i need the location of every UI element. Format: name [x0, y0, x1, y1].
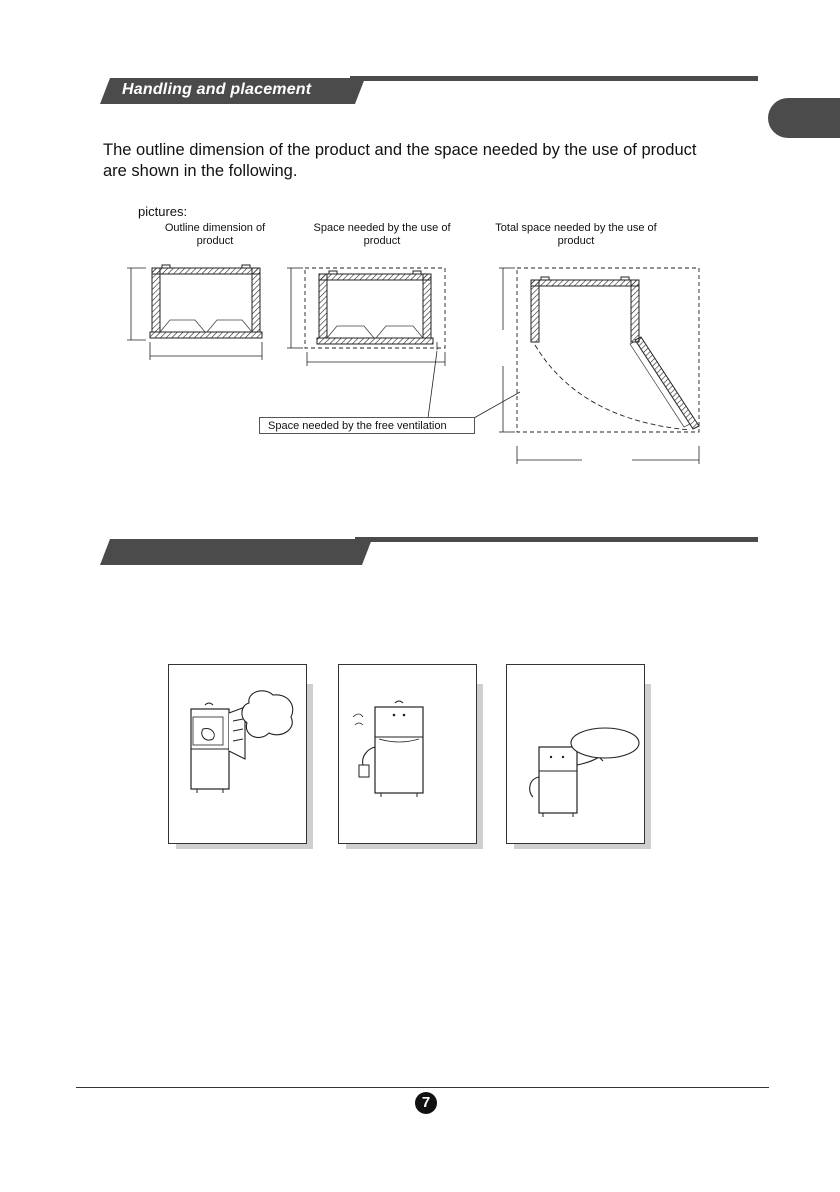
cartoon-panel-2: [338, 664, 477, 844]
intro-paragraph: The outline dimension of the product and the space needed by the use of product are shown in the following.: [103, 141, 697, 180]
fridge-plug-cartoon-icon: [339, 665, 476, 843]
section-title: Handling and placement: [122, 81, 312, 98]
outline-dimension-diagram: [127, 265, 262, 360]
caption-space-needed: Space needed by the use of product: [313, 222, 451, 247]
ventilation-label: Space needed by the free ventilation: [259, 417, 475, 434]
caption-total-space: Total space needed by the use of product: [495, 222, 657, 247]
total-space-diagram: [499, 268, 699, 464]
page-number: 7: [415, 1092, 437, 1114]
caption-outline-dimension: Outline dimension of product: [164, 222, 266, 247]
cartoon-panel-3: [506, 664, 645, 844]
fridge-talking-cartoon-icon: [507, 665, 644, 843]
space-needed-diagram: [287, 268, 445, 366]
fridge-open-door-cartoon-icon: [169, 665, 306, 843]
cartoon-panel-1: [168, 664, 307, 844]
section-rule-bottom: [355, 537, 758, 542]
pictures-label: pictures:: [138, 204, 188, 219]
section-header-tab-2: [100, 539, 372, 565]
footer-rule: [76, 1087, 769, 1088]
dimension-diagrams: [0, 0, 840, 470]
